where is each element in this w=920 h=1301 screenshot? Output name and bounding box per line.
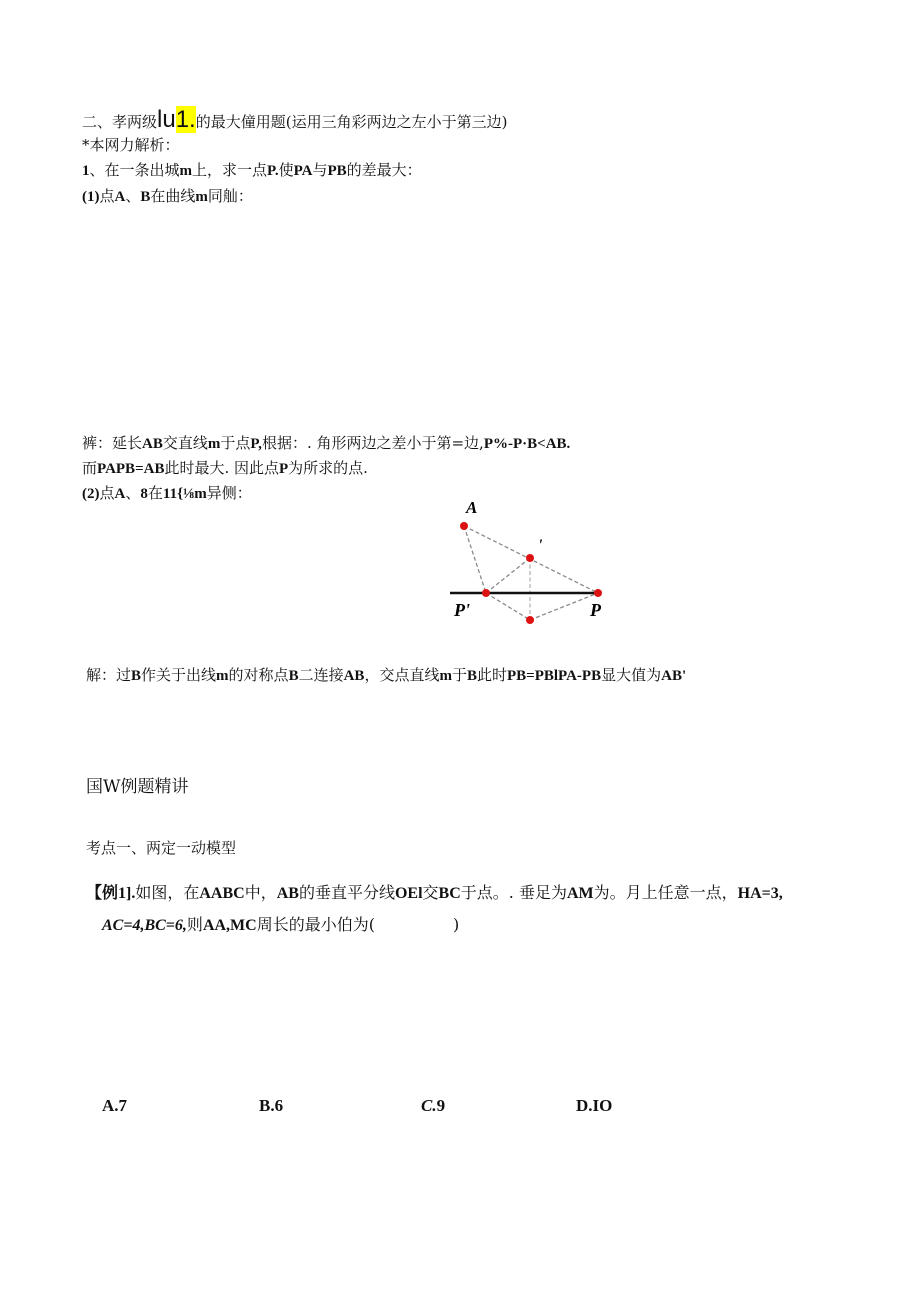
text: 使 — [278, 161, 294, 179]
item-number: 1 — [82, 163, 90, 179]
text: 作关于出线 — [141, 666, 217, 684]
point-a — [460, 522, 468, 530]
var-a: A — [114, 189, 126, 205]
text: 如图，在 — [135, 883, 200, 902]
point1-title: 考点一、两定一动模型 — [86, 839, 237, 857]
text: 、 — [125, 187, 141, 205]
text: 同舢： — [207, 187, 253, 205]
text: 为。月上任意一点， — [593, 883, 738, 902]
text: 此时最大. 因此点 — [164, 459, 279, 477]
text: 与 — [312, 161, 328, 179]
label-p-prime: P' — [454, 600, 470, 620]
case2-text — [82, 483, 252, 504]
point-b-prime — [526, 616, 534, 624]
text: 在 — [147, 484, 163, 502]
text: 解：过 — [86, 666, 132, 684]
var-b: B — [466, 668, 477, 684]
text: 而 — [82, 459, 98, 477]
var-am: AM — [566, 885, 594, 902]
section-heading — [82, 106, 508, 133]
text: 显大值为 — [601, 666, 662, 684]
option-value: 6 — [274, 1096, 284, 1115]
var-b: B — [131, 668, 142, 684]
text: ，交点直线 — [364, 666, 440, 684]
var-m: m — [179, 163, 193, 179]
dashed-lines — [464, 526, 598, 620]
item1-text — [82, 160, 422, 181]
var-oel: OEl — [394, 885, 423, 902]
geometry-diagram — [440, 495, 620, 635]
text: 的垂直平分线 — [298, 883, 395, 902]
label-a: A — [466, 498, 478, 517]
point-p — [594, 589, 602, 597]
option-letter: B. — [259, 1096, 275, 1115]
var-bc: BC — [438, 885, 461, 902]
heading-highlight: 1. — [175, 106, 196, 133]
analysis-label: *本网力解析： — [82, 136, 180, 154]
example1-line1 — [86, 883, 783, 904]
example1-line2 — [102, 915, 459, 936]
case1-text — [82, 186, 253, 207]
expression: PAPB=AB — [97, 461, 165, 477]
var-m: m — [439, 668, 452, 684]
text: 交直线 — [162, 434, 208, 452]
var-pa: PA — [293, 163, 313, 179]
text: 此时 — [476, 666, 507, 684]
var-m: m — [207, 436, 221, 452]
heading-suffix: 的最大僮用题(运用三角彩两边之左小于第三边) — [195, 113, 508, 131]
option-letter: A. — [102, 1096, 119, 1115]
var-b: B — [140, 189, 151, 205]
expression: PB=PBlPA-PB — [507, 668, 602, 684]
text: 、 — [125, 484, 141, 502]
text: 则 — [186, 915, 203, 934]
var-ab: AB — [343, 668, 365, 684]
var-pb: PB — [327, 163, 347, 179]
point-p-prime — [482, 589, 490, 597]
var-a: A — [114, 486, 126, 502]
text: 周长的最小伯为( — [256, 915, 375, 934]
text: 于 — [451, 666, 467, 684]
option-letter: C. — [421, 1096, 437, 1115]
solution1-line1 — [82, 433, 570, 454]
text: 根据：. 角形两边之差小于第=边, — [261, 434, 484, 452]
var-triangle: AABC — [199, 885, 245, 902]
solution2-text — [86, 665, 686, 686]
var-ha: HA=3, — [737, 885, 783, 902]
text: 在曲线 — [150, 187, 196, 205]
option-value: 7 — [118, 1096, 128, 1115]
text: 中， — [244, 883, 277, 902]
var-ab: AB — [276, 885, 299, 902]
var-p: P — [279, 461, 289, 477]
text: 、在一条出城 — [89, 161, 180, 179]
option-value: IO — [592, 1096, 613, 1115]
point-b — [526, 554, 534, 562]
label-tick: ' — [538, 537, 543, 554]
points — [460, 522, 602, 624]
heading-prefix: 二、孝两级 — [82, 113, 158, 131]
var-ab: AB — [142, 436, 163, 452]
case-number: (2) — [82, 486, 100, 502]
var-b: 8 — [140, 486, 148, 502]
text: 上，求一点 — [192, 161, 268, 179]
text: 于点。. 垂足为 — [460, 883, 567, 902]
label-p: P — [590, 600, 601, 620]
text: ) — [452, 915, 460, 934]
var-b: B — [288, 668, 299, 684]
heading-big: lu — [157, 106, 176, 133]
var-m: m — [195, 189, 208, 205]
var-aa-mc: AA,MC — [202, 917, 257, 934]
text: 为所求的点. — [288, 459, 368, 477]
text: 的对称点 — [228, 666, 289, 684]
text: 的差最大： — [346, 161, 422, 179]
solution1-line2 — [82, 458, 368, 479]
var-p: P, — [250, 436, 262, 452]
option-a — [102, 1096, 127, 1116]
given-values: AC=4,BC=6, — [102, 917, 187, 934]
var-ab-prime: AB' — [661, 668, 687, 684]
text: 裤：延长 — [82, 434, 143, 452]
text: 二连接 — [298, 666, 344, 684]
var-m: m — [216, 668, 229, 684]
text: 异侧： — [206, 484, 252, 502]
option-d — [576, 1096, 612, 1116]
option-letter: D. — [576, 1096, 593, 1115]
examples-title: 国W例题精讲 — [86, 777, 189, 797]
text: 点 — [99, 484, 115, 502]
var-p: P. — [267, 163, 279, 179]
option-c — [421, 1096, 445, 1116]
option-value: 9 — [436, 1096, 446, 1115]
text: 交 — [422, 883, 439, 902]
expression: P%-P·B<AB. — [483, 436, 571, 452]
text: 于点 — [220, 434, 251, 452]
case-number: (1) — [82, 189, 100, 205]
option-b — [259, 1096, 283, 1116]
text: 点 — [99, 187, 115, 205]
garbled-text: 11{⅛m — [162, 486, 207, 502]
example-label: 【例1]. — [86, 885, 136, 902]
